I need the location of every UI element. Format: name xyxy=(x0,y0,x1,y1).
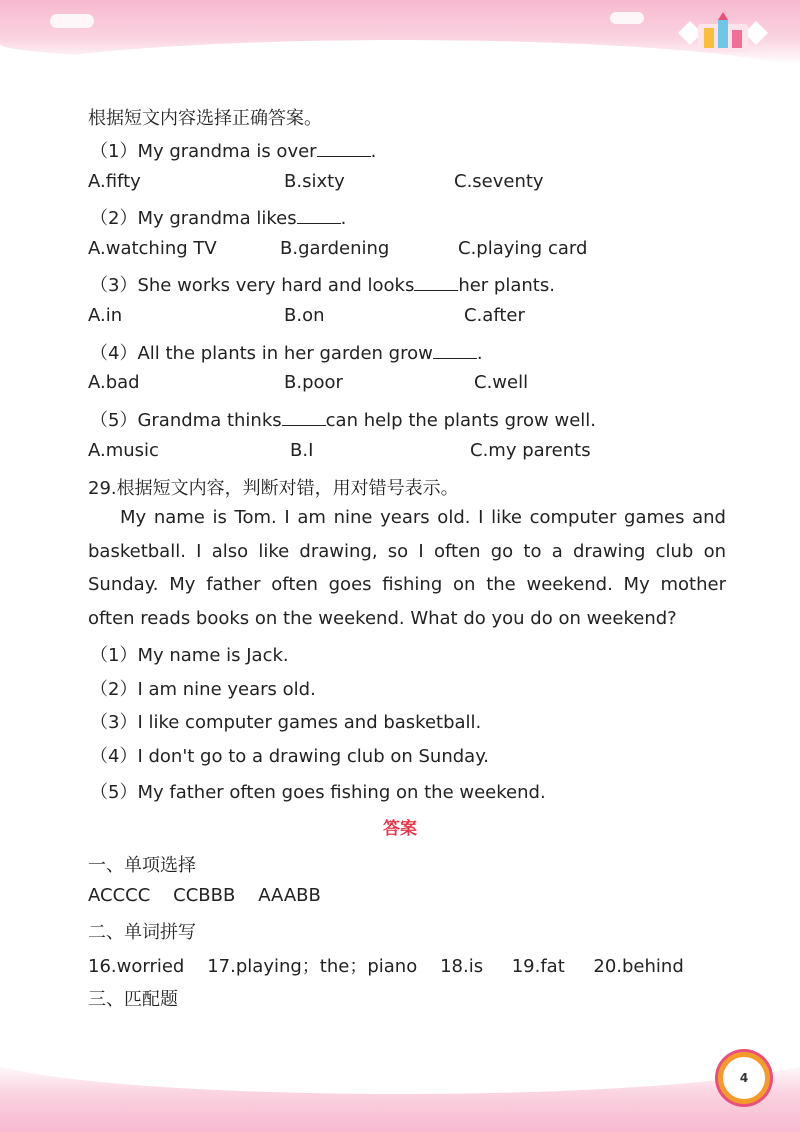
cloud-icon xyxy=(610,12,644,24)
question-stem: （1）My grandma is over . xyxy=(90,141,377,162)
question-stem: （4）All the plants in her garden grow . xyxy=(90,343,483,364)
question-stem: （5）Grandma thinks can help the plants grow well. xyxy=(90,410,597,431)
question-stem: （2）My grandma likes . xyxy=(90,208,347,229)
answers-section-1-title: 一、单项选择 xyxy=(88,855,196,876)
option-b: B.I xyxy=(290,440,314,461)
answers-title: 答案 xyxy=(383,819,417,839)
statement-item: （3）I like computer games and basketball. xyxy=(90,712,482,733)
answers-section-2-content: 16.worried 17.playing；the；piano 18.is 19.fat 20.behind xyxy=(88,956,684,977)
option-b: B.poor xyxy=(284,372,343,393)
answers-section-3-title: 三、匹配题 xyxy=(88,989,178,1010)
option-c: C.playing card xyxy=(458,238,588,259)
page-number: 4 xyxy=(718,1052,770,1104)
option-a: A.bad xyxy=(88,372,140,393)
instruction-text: 根据短文内容选择正确答案。 xyxy=(88,108,322,129)
answers-section-2-title: 二、单词拼写 xyxy=(88,922,196,943)
statement-item: （5）My father often goes fishing on the weekend. xyxy=(90,782,546,803)
option-a: A.fifty xyxy=(88,171,141,192)
statement-item: （1）My name is Jack. xyxy=(90,645,289,666)
option-c: C.seventy xyxy=(454,171,544,192)
answers-section-1-content: ACCCC CCBBB AAABB xyxy=(88,885,321,906)
option-c: C.well xyxy=(474,372,529,393)
cloud-icon xyxy=(50,14,94,28)
option-a: A.music xyxy=(88,440,159,461)
option-c: C.after xyxy=(464,305,525,326)
section-29-title: 29.根据短文内容，判断对错，用对错号表示。 xyxy=(88,478,459,499)
option-a: A.in xyxy=(88,305,123,326)
statement-item: （4）I don't go to a drawing club on Sunday. xyxy=(90,746,489,767)
statement-item: （2）I am nine years old. xyxy=(90,679,316,700)
option-c: C.my parents xyxy=(470,440,591,461)
passage-text: My name is Tom. I am nine years old. I like computer games and basketball. I also like drawing, so I often go to a drawing club on Sunday. My father often goes fishing on the weekend. My mother often reads books on the weekend. What do you do on weekend? xyxy=(88,507,726,629)
option-b: B.gardening xyxy=(280,238,390,259)
question-stem: （3）She works very hard and looks her plants. xyxy=(90,275,555,296)
option-a: A.watching TV xyxy=(88,238,217,259)
option-b: B.on xyxy=(284,305,325,326)
logo-icon xyxy=(668,10,778,56)
option-b: B.sixty xyxy=(284,171,345,192)
